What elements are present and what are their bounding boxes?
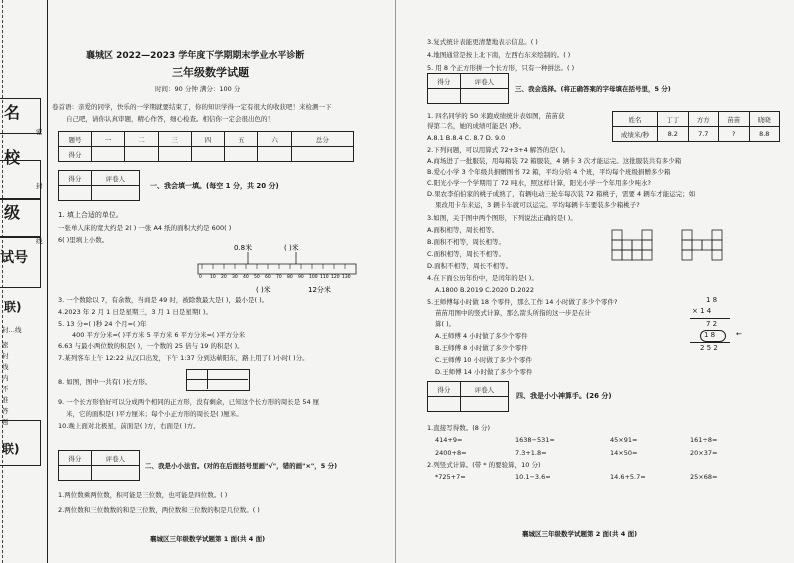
reviewer-cell[interactable] — [91, 186, 139, 201]
q10: 10.晚上面对北极星，前面是( )方，右面是( )方。 — [58, 422, 200, 430]
c5-option-a: A.王师傅 4 小时做了多少个零件 — [435, 332, 528, 340]
c3-option-d: D.面积不相等，周长不相等。 — [427, 262, 513, 270]
q4: 4.2023 年 2 月 1 日是星期三，3 月 1 日是星期( )。 — [58, 308, 212, 316]
ruler-tick-label: 70 — [276, 275, 282, 280]
q7: 7.某列客车上午 12:22 从汉口出发，下午 1:37 分到达蕲阳东，路上用了( )小时( )分。 — [58, 354, 309, 362]
score-cell[interactable] — [125, 147, 158, 162]
q5b: 400 平方分米=( )平方米 5 平方米 6 平方分米=( )平方分米 — [72, 331, 246, 339]
score-cell[interactable] — [59, 186, 92, 201]
section-2-heading: 二、我是小小法官。(对的在后面括号里画"√"，错的画"×"，5 分) — [145, 462, 338, 470]
score-cell[interactable] — [428, 89, 461, 104]
d2: 2.列竖式计算。(带 * 的要验算，10 分) — [427, 461, 541, 469]
runner-time: ? — [719, 127, 750, 142]
margin-label-name: 名 — [4, 103, 21, 122]
scorer-label: 得分 — [59, 171, 92, 186]
vm-multiplier: × 1 4 — [692, 307, 712, 315]
ruler-label-top-1: 0.8米 — [234, 244, 253, 252]
vertical-calc-item: *725+7= — [435, 473, 466, 481]
c2-option-c: C.阳光小学一个学期用了 72 吨水，照这样计算，阳光小学一个年用多少吨水? — [427, 179, 651, 187]
calc-item: 7.3+1.8= — [515, 449, 547, 457]
c5b: 苗苗用图中的竖式计算，那么箭头所指的这一步是在计 — [435, 309, 591, 317]
ruler-tick-label: 130 — [342, 275, 351, 280]
scorer-box-3 — [427, 73, 509, 104]
c4-options: A.1800 B.2019 C.2020 D.2022 — [435, 286, 534, 294]
judge-q2: 2.两位数和三位数数的和是三位数，两位数和三位数的积是几位数。( ) — [58, 506, 260, 514]
score-header: 三 — [158, 132, 191, 147]
scorer-label: 得分 — [59, 451, 92, 466]
d1: 1.直接写得数。(8 分) — [427, 424, 490, 432]
ruler-label-bottom-2: 12分米 — [308, 286, 331, 294]
seal-line-text: 封…线 — [2, 326, 22, 334]
c3-option-c: C.面积相等，周长不相等。 — [427, 250, 506, 258]
runner-header: 姓名 — [613, 112, 658, 127]
score-cell[interactable] — [92, 147, 125, 162]
scorer-box-1 — [58, 170, 140, 201]
runner-row-label: 成绩米/秒 — [613, 127, 658, 142]
margin-label-school: 校 — [4, 148, 21, 167]
section-3-heading: 三、我会选择。(将正确答案的字母填在括号里，5 分) — [515, 85, 671, 93]
runner-time: 8.8 — [749, 127, 780, 142]
calc-item: 14×50= — [610, 449, 638, 457]
c1a: 1. 四名同学的 50 米跑成绩统计表如图，苗苗获 — [427, 112, 565, 120]
score-cell[interactable] — [428, 397, 461, 412]
c4: 4.在下面公历年份中，是闰年的是( )。 — [427, 274, 538, 282]
runner-table — [612, 111, 780, 142]
vm-partial-1: 7 2 — [706, 320, 718, 328]
judge-q5: 5. 用 8 个正方形拼一个长方形，只有一种拼法。( ) — [427, 64, 575, 72]
c1-options: A.8.1 B.8.4 C. 8.7 D. 9.0 — [427, 134, 506, 142]
q5a: 5. 13 分=( )秒 24 个月=( )年 — [58, 320, 147, 328]
score-header: 题号 — [59, 132, 92, 147]
score-cell[interactable] — [158, 147, 191, 162]
c2-option-d-cont: 果改用卡车来运，3 辆卡车就可以运完。平均每辆卡车要装多少箱桃子? — [435, 201, 640, 209]
runner-header: 晓晓 — [749, 112, 780, 127]
c1b: 得第二名，她的成绩可能是( )秒。 — [427, 122, 526, 130]
c5c: 算( )。 — [435, 320, 456, 328]
runner-time: 7.7 — [688, 127, 719, 142]
notice-line-2: 自己吧，请你认真审题，精心作答，细心检查。相信你一定会很出色的！ — [66, 115, 274, 123]
score-cell[interactable] — [191, 147, 224, 162]
calc-item: 161÷8= — [690, 436, 718, 444]
time-score: 时间：90 分钟 满分：100 分 — [155, 85, 241, 93]
ruler-tick-label: 120 — [331, 275, 340, 280]
score-header: 一 — [92, 132, 125, 147]
scorer-box-2 — [58, 450, 140, 481]
judge-q1: 1.两位数乘两位数，积可能是三位数，也可能是四位数。( ) — [58, 491, 228, 499]
ruler-tick-label: 10 — [210, 275, 216, 280]
c5-option-c: C.王师傅 10 小时做了多少个零件 — [435, 356, 533, 364]
calc-item: 414+9= — [435, 436, 463, 444]
seal-warning: 密 封 线 内 不 准 答 题 — [2, 341, 9, 426]
exam-subtitle: 三年级数学试题 — [172, 66, 249, 79]
q6: 6.63 与最小两位数的积是( )，一个数的 25 倍与 19 的积是( )。 — [58, 342, 244, 350]
q3: 3. 一个数除以 7，有余数，当商是 49 时，被除数最大是( )，最小是( )。 — [58, 296, 269, 304]
vm-top: 1 8 — [706, 296, 718, 304]
c5a: 5.王师傅每小时做 18 个零件，那么工作 14 小时做了多少个零件? — [427, 298, 618, 306]
section-1-heading: 一、我会填一填。(每空 1 分，共 20 分) — [150, 182, 279, 190]
c2-option-b: B.爱心小学 3 个年级共捐赠图书 72 箱，平均分给 4 个班，平均每个班级捐赠多少箱 — [427, 168, 671, 176]
ruler-tick-label: 40 — [243, 275, 249, 280]
ruler-tick-label: 20 — [221, 275, 227, 280]
page-2-footer: 襄城区三年级数学试题第 2 面(共 4 面) — [522, 530, 638, 538]
shapes-figure — [610, 226, 730, 266]
page-divider — [395, 0, 396, 563]
notice-line-1: 卷首语：亲爱的同学，快乐的一学期就要结束了，你的知识学得一定有很大的收获吧！来检测一下 — [52, 103, 332, 111]
score-cell[interactable] — [258, 147, 291, 162]
ruler-label-bottom-1: ( )米 — [256, 286, 271, 294]
ruler-body — [198, 264, 356, 274]
ruler-tick-label: 80 — [287, 275, 293, 280]
c3-option-a: A.面积相等，周长相等。 — [427, 226, 499, 234]
ruler-figure — [196, 240, 358, 296]
scorer-box-4 — [427, 381, 509, 412]
runner-time: 8.2 — [658, 127, 689, 142]
ruler-tick-label: 60 — [265, 275, 271, 280]
c2-option-d: D.果农李伯伯家的桃子成熟了，有辆电动三轮车每次装 72 箱桃子，需要 4 辆车才能运完；如 — [427, 190, 696, 198]
c3-option-b: B.面积不相等，周长相等。 — [427, 238, 506, 246]
section-4-heading: 四、我是小小神算手。(26 分) — [516, 392, 612, 400]
q9a: 9. 一个长方形恰好可以分成两个相同的正方形，没有剩余，已知这个长方形的周长是 54 厘 — [58, 398, 320, 406]
reviewer-cell[interactable] — [460, 89, 508, 104]
score-header: 二 — [125, 132, 158, 147]
margin-label-grade: 级 — [4, 203, 21, 222]
calc-item: 2400+8= — [435, 449, 467, 457]
score-header: 四 — [191, 132, 224, 147]
vertical-calc-item: 10.1−3.6= — [515, 473, 551, 481]
vm-result: 2 5 2 — [700, 344, 718, 352]
c2-option-a: A.商场进了一批服装，用每箱装 72 箱服装，4 辆卡 3 次才能运完。这批服装共有多少箱 — [427, 157, 682, 165]
reviewer-cell[interactable] — [460, 397, 508, 412]
reviewer-label: 评卷人 — [91, 451, 139, 466]
ruler-tick-label: 30 — [232, 275, 238, 280]
score-cell[interactable] — [59, 466, 92, 481]
seal-mark-feng: 封 — [36, 182, 43, 190]
c3: 3.如图，关于图中两个图形，下列说法正确的是( )。 — [427, 214, 577, 222]
c5-option-d: D.王师傅 14 小时做了多少个零件 — [435, 368, 533, 376]
score-header: 总分 — [291, 132, 353, 147]
reviewer-label: 评卷人 — [460, 382, 508, 397]
reviewer-label: 评卷人 — [460, 74, 508, 89]
ruler-tick-label: 0 — [199, 275, 202, 280]
scorer-label: 得分 — [428, 74, 461, 89]
vertical-calc-item: 14.6+5.7= — [610, 473, 646, 481]
ruler-tick-label: 90 — [298, 275, 304, 280]
calc-item: 1638−531= — [515, 436, 555, 444]
page-1-footer: 襄城区三年级数学试题第 1 面(共 4 面) — [150, 535, 266, 543]
q1a: 一张单人床的宽大约是 2( ) 一张 A4 纸的面积大约是 600( ) — [58, 224, 232, 232]
seal-mark-xian: 线 — [36, 237, 43, 245]
q9b: 米，它的面积是( )平方厘米；每个小正方形的周长是( )厘米。 — [66, 410, 243, 418]
margin-label-examno: 试号 — [0, 250, 28, 266]
q1: 1. 填上合适的单位。 — [58, 211, 123, 219]
score-table — [58, 131, 354, 162]
arrow-icon: ← — [736, 330, 742, 338]
vertical-calc-item: 25×68= — [690, 473, 718, 481]
runner-header: 方方 — [688, 112, 719, 127]
score-cell[interactable] — [225, 147, 258, 162]
score-header: 六 — [258, 132, 291, 147]
c5-option-b: B.王师傅 8 小时做了多少个零件 — [435, 344, 528, 352]
c2: 2.下列问题，可以用算式 72+3+4 解答的是( )。 — [427, 146, 570, 154]
ruler-tick-label: 110 — [320, 275, 329, 280]
calc-item: 20×37= — [690, 449, 718, 457]
runner-header: 丁丁 — [658, 112, 689, 127]
q8: 8. 如图，图中一共有( )长方形。 — [58, 378, 152, 386]
margin-label-contact-2: 联) — [2, 442, 20, 456]
calc-item: 45×91= — [610, 436, 638, 444]
ruler-ticks — [199, 264, 351, 280]
score-row-label: 得分 — [59, 147, 92, 162]
seal-mark-mi: 密 — [36, 128, 43, 136]
q2: 6( )里填上小数。 — [58, 236, 109, 244]
runner-header: 苗苗 — [719, 112, 750, 127]
ruler-tick-label: 50 — [254, 275, 260, 280]
reviewer-label: 评卷人 — [91, 171, 139, 186]
margin-label-contact: 联) — [4, 300, 22, 314]
judge-q4: 4.地图通常是按上北下南，左西右东来绘制的。( ) — [427, 51, 571, 59]
judge-q3: 3.复式统计表能更清楚地表示信息。( ) — [427, 38, 538, 46]
ruler-tick-label: 100 — [309, 275, 318, 280]
exam-title: 襄城区 2022—2023 学年度下学期期末学业水平诊断 — [86, 51, 305, 61]
shape-right — [682, 230, 722, 260]
scorer-label: 得分 — [428, 382, 461, 397]
reviewer-cell[interactable] — [91, 466, 139, 481]
ruler-label-top-2: ( )米 — [284, 244, 299, 252]
score-header: 五 — [225, 132, 258, 147]
shape-left — [612, 230, 652, 260]
score-cell[interactable] — [291, 147, 353, 162]
vm-partial-2: 1 8 — [704, 331, 716, 339]
